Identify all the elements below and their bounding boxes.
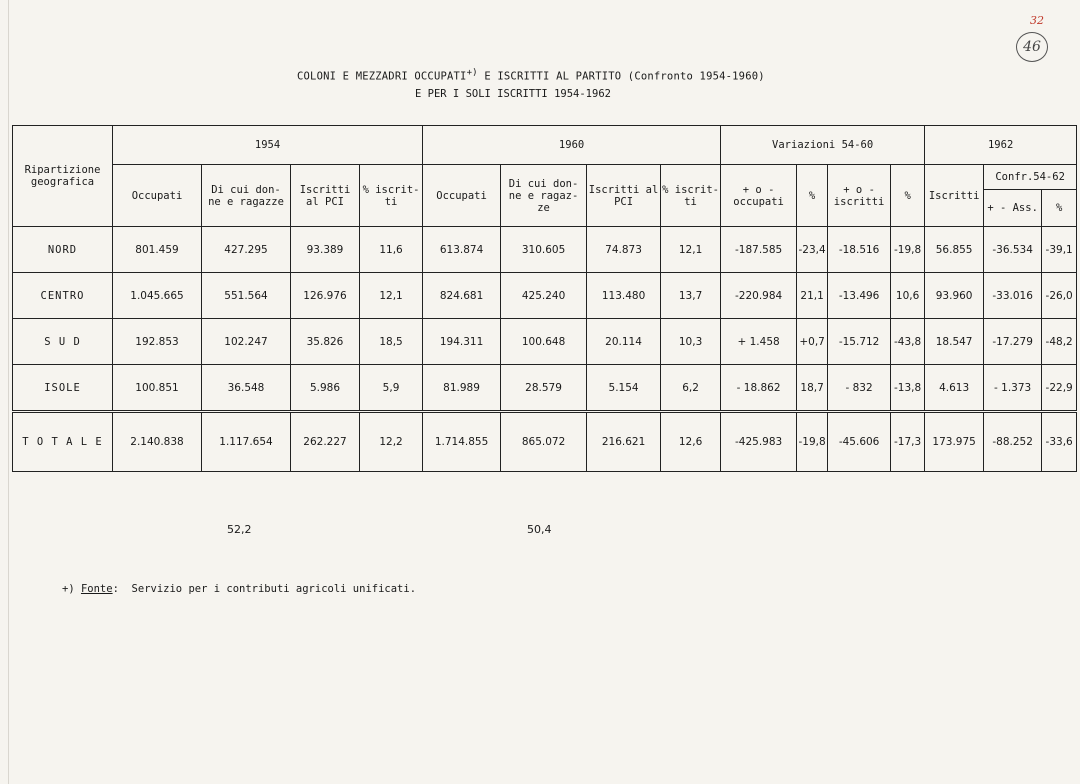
footnote-text: Servizio per i contributi agricoli unificati. [118,583,417,595]
cell-donne-1960: 425.240 [501,273,587,319]
cell-confr-ass: - 1.373 [984,365,1042,412]
cell-pct-1954: 11,6 [360,227,423,273]
cell-donne-1960: 100.648 [501,319,587,365]
region-cell: CENTRO [13,273,113,319]
cell-iscritti-1954: 262.227 [291,412,360,472]
header-ripartizione: Ripartizione geografica [13,126,113,227]
cell-donne-1954: 102.247 [202,319,291,365]
cell-var-iscritti: - 832 [828,365,891,412]
region-cell: S U D [13,319,113,365]
footnote-marker: +) [62,583,81,595]
cell-donne-1954: 36.548 [202,365,291,412]
cell-confr-pct: -48,2 [1042,319,1077,365]
header-var-iscritti: + o - iscritti [828,165,891,227]
region-cell: ISOLE [13,365,113,412]
header-confronto-ass: + - Ass. [984,190,1042,227]
header-1960: 1960 [423,126,721,165]
cell-pct-1954: 12,2 [360,412,423,472]
pct-donne-1960: 50,4 [527,523,552,536]
cell-pct-1960: 12,6 [661,412,721,472]
cell-donne-1954: 427.295 [202,227,291,273]
cell-pct-1960: 12,1 [661,227,721,273]
cell-confr-pct: -39,1 [1042,227,1077,273]
cell-var-occupati: - 18.862 [721,365,797,412]
cell-var-occupati: -187.585 [721,227,797,273]
cell-pct-1954: 5,9 [360,365,423,412]
cell-var-iscritti-pct: -13,8 [891,365,925,412]
header-pct-iscritti-1954: % iscrit- ti [360,165,423,227]
cell-iscritti-1962: 173.975 [925,412,984,472]
cell-occupati-1954: 100.851 [113,365,202,412]
cell-iscritti-1960: 20.114 [587,319,661,365]
archive-stamp: 46 [1016,32,1048,62]
header-occupati-1954: Occupati [113,165,202,227]
cell-occupati-1954: 192.853 [113,319,202,365]
cell-pct-1954: 18,5 [360,319,423,365]
header-confronto-pct: % [1042,190,1077,227]
cell-iscritti-1954: 35.826 [291,319,360,365]
cell-donne-1954: 1.117.654 [202,412,291,472]
table-row [13,365,1077,412]
cell-occupati-1960: 613.874 [423,227,501,273]
cell-occupati-1954: 2.140.838 [113,412,202,472]
cell-var-occupati-pct: -19,8 [797,412,828,472]
table-row [13,273,1077,319]
page-edge [8,0,9,784]
footnote-colon: : [112,583,119,595]
cell-iscritti-1954: 126.976 [291,273,360,319]
cell-confr-pct: -33,6 [1042,412,1077,472]
header-var-iscritti-pct: % [891,165,925,227]
header-pct-iscritti-1960: % iscrit- ti [661,165,721,227]
footnote [62,583,416,595]
cell-var-iscritti-pct: -19,8 [891,227,925,273]
statistics-table [12,125,1077,472]
cell-confr-pct: -26,0 [1042,273,1077,319]
cell-occupati-1960: 824.681 [423,273,501,319]
cell-var-occupati-pct: 21,1 [797,273,828,319]
cell-var-iscritti: -18.516 [828,227,891,273]
cell-iscritti-1960: 5.154 [587,365,661,412]
cell-confr-ass: -17.279 [984,319,1042,365]
cell-pct-1960: 6,2 [661,365,721,412]
cell-occupati-1960: 194.311 [423,319,501,365]
cell-var-occupati: -425.983 [721,412,797,472]
cell-donne-1960: 865.072 [501,412,587,472]
table-row [13,227,1077,273]
cell-iscritti-1962: 93.960 [925,273,984,319]
cell-iscritti-1960: 216.621 [587,412,661,472]
document-title-line2: E PER I SOLI ISCRITTI 1954-1962 [415,88,611,100]
cell-donne-1960: 28.579 [501,365,587,412]
cell-var-iscritti: -45.606 [828,412,891,472]
cell-var-iscritti: -13.496 [828,273,891,319]
cell-occupati-1954: 801.459 [113,227,202,273]
cell-iscritti-1962: 18.547 [925,319,984,365]
cell-iscritti-1962: 4.613 [925,365,984,412]
header-donne-1954: Di cui don- ne e ragazze [202,165,291,227]
cell-pct-1954: 12,1 [360,273,423,319]
cell-confr-ass: -33.016 [984,273,1042,319]
cell-pct-1960: 13,7 [661,273,721,319]
cell-donne-1960: 310.605 [501,227,587,273]
cell-var-iscritti-pct: 10,6 [891,273,925,319]
cell-occupati-1960: 81.989 [423,365,501,412]
cell-iscritti-1962: 56.855 [925,227,984,273]
cell-iscritti-1960: 74.873 [587,227,661,273]
header-occupati-1960: Occupati [423,165,501,227]
cell-occupati-1960: 1.714.855 [423,412,501,472]
cell-occupati-1954: 1.045.665 [113,273,202,319]
header-variazioni: Variazioni 54-60 [721,126,925,165]
page-number-handwritten: 32 [1030,14,1044,27]
header-1962: 1962 [925,126,1077,165]
cell-var-occupati: + 1.458 [721,319,797,365]
cell-var-occupati-pct: 18,7 [797,365,828,412]
header-confronto: Confr.54-62 [984,165,1077,190]
cell-var-occupati-pct: +0,7 [797,319,828,365]
table-row [13,319,1077,365]
region-cell: NORD [13,227,113,273]
cell-iscritti-1954: 93.389 [291,227,360,273]
cell-var-occupati: -220.984 [721,273,797,319]
cell-confr-ass: -88.252 [984,412,1042,472]
header-donne-1960: Di cui don- ne e ragaz- ze [501,165,587,227]
cell-var-occupati-pct: -23,4 [797,227,828,273]
cell-var-iscritti-pct: -17,3 [891,412,925,472]
table-row-totale [13,412,1077,472]
cell-confr-ass: -36.534 [984,227,1042,273]
header-1954: 1954 [113,126,423,165]
header-var-occupati: + o - occupati [721,165,797,227]
pct-donne-1954: 52,2 [227,523,252,536]
cell-pct-1960: 10,3 [661,319,721,365]
header-iscritti-1960: Iscritti al PCI [587,165,661,227]
header-iscritti-1962: Iscritti [925,165,984,227]
cell-confr-pct: -22,9 [1042,365,1077,412]
cell-donne-1954: 551.564 [202,273,291,319]
cell-var-iscritti: -15.712 [828,319,891,365]
header-iscritti-1954: Iscritti al PCI [291,165,360,227]
cell-iscritti-1960: 113.480 [587,273,661,319]
header-var-occupati-pct: % [797,165,828,227]
region-cell-totale: T O T A L E [13,412,113,472]
footnote-label: Fonte [80,583,113,595]
document-title-line1: COLONI E MEZZADRI OCCUPATI+) E ISCRITTI AL PARTITO (Confronto 1954-1960) [297,68,765,83]
cell-iscritti-1954: 5.986 [291,365,360,412]
cell-var-iscritti-pct: -43,8 [891,319,925,365]
